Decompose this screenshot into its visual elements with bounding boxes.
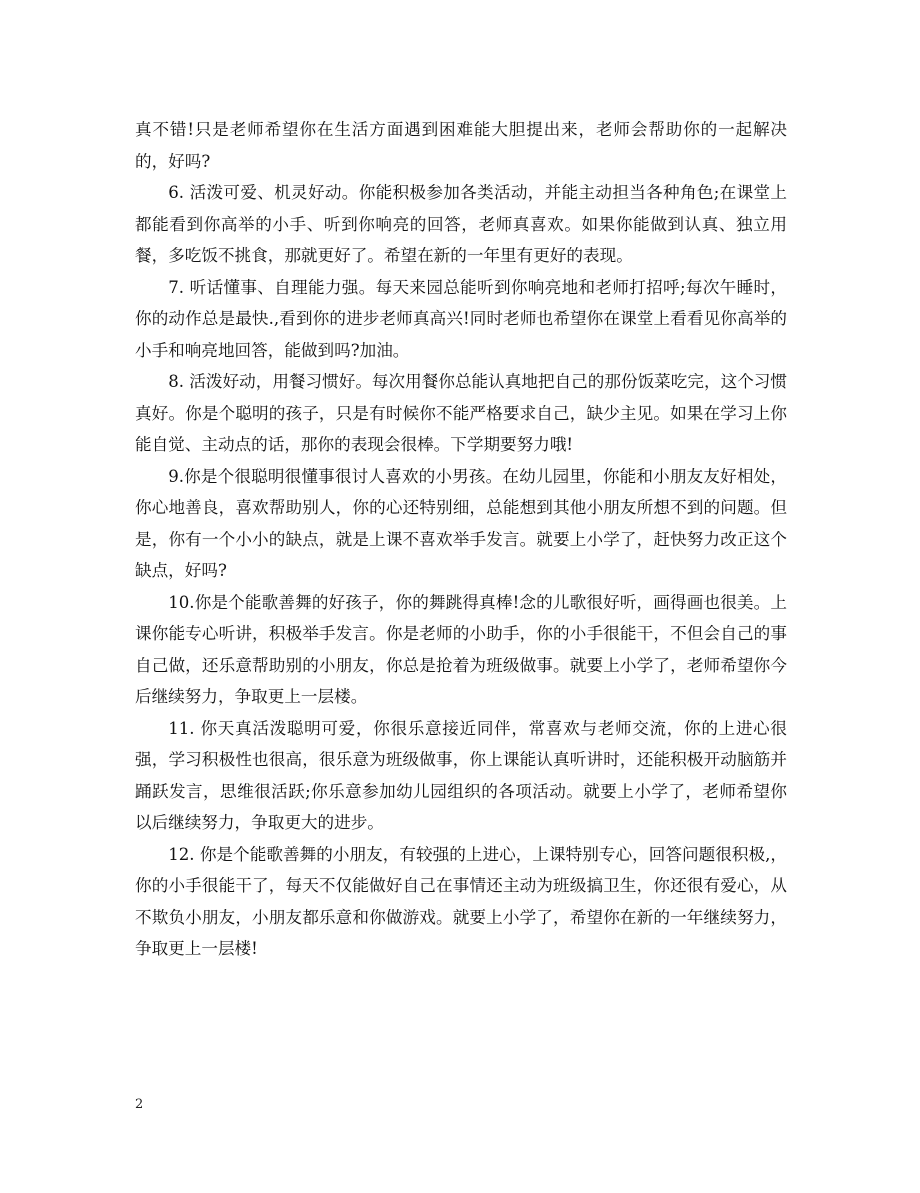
- document-body: [135, 114, 787, 965]
- paragraph-8: 8. 活泼好动，用餐习惯好。每次用餐你总能认真地把自己的那份饭菜吃完，这个习惯真好。你是个聪明的孩子，只是有时候你不能严格要求自己，缺少主见。如果在学习上你能自觉、主动点的话，那你的表现会很棒。下学期要努力哦!: [135, 372, 787, 454]
- paragraph-9: 9.你是个很聪明很懂事很讨人喜欢的小男孩。在幼儿园里，你能和小朋友友好相处，你心地善良，喜欢帮助别人，你的心还特别细，总能想到其他小朋友所想不到的问题。但是，你有一个小小的缺点，就是上课不喜欢举手发言。就要上小学了，赶快努力改正这个缺点，好吗?: [135, 466, 787, 580]
- paragraph-6: 6. 活泼可爱、机灵好动。你能积极参加各类活动，并能主动担当各种角色;在课堂上都能看到你高举的小手、听到你响亮的回答，老师真喜欢。如果你能做到认真、独立用餐，多吃饭不挑食，那就更好了。希望在新的一年里有更好的表现。: [135, 183, 787, 265]
- paragraph-continuation: 真不错!只是老师希望你在生活方面遇到困难能大胆提出来，老师会帮助你的一起解决的，好吗?: [135, 120, 787, 171]
- paragraph-11: 11. 你天真活泼聪明可爱，你很乐意接近同伴，常喜欢与老师交流，你的上进心很强，学习积极性也很高，很乐意为班级做事，你上课能认真听讲时，还能积极开动脑筋并踊跃发言，思维很活跃;你乐意参加幼儿园组织的各项活动。就要上小学了，老师希望你以后继续努力，争取更大的进步。: [135, 718, 787, 832]
- page-number: 2: [135, 1097, 144, 1112]
- paragraph-10: 10.你是个能歌善舞的好孩子，你的舞跳得真棒!念的儿歌很好听，画得画也很美。上课你能专心听讲，积极举手发言。你是老师的小助手，你的小手很能干，不但会自己的事自己做，还乐意帮助别的小朋友，你总是抢着为班级做事。就要上小学了，老师希望你今后继续努力，争取更上一层楼。: [135, 592, 787, 706]
- paragraph-7: 7. 听话懂事、自理能力强。每天来园总能听到你响亮地和老师打招呼;每次午睡时，你的动作总是最快.,看到你的进步老师真高兴!同时老师也希望你在课堂上看看见你高举的小手和响亮地回答，能做到吗?加油。: [135, 277, 787, 360]
- paragraph-12: 12. 你是个能歌善舞的小朋友，有较强的上进心，上课特别专心，回答问题很积极,，你的小手很能干了，每天不仅能做好自己在事情还主动为班级搞卫生，你还很有爱心，从不欺负小朋友，小朋友都乐意和你做游戏。就要上小学了，希望你在新的一年继续努力，争取更上一层楼!: [135, 844, 787, 958]
